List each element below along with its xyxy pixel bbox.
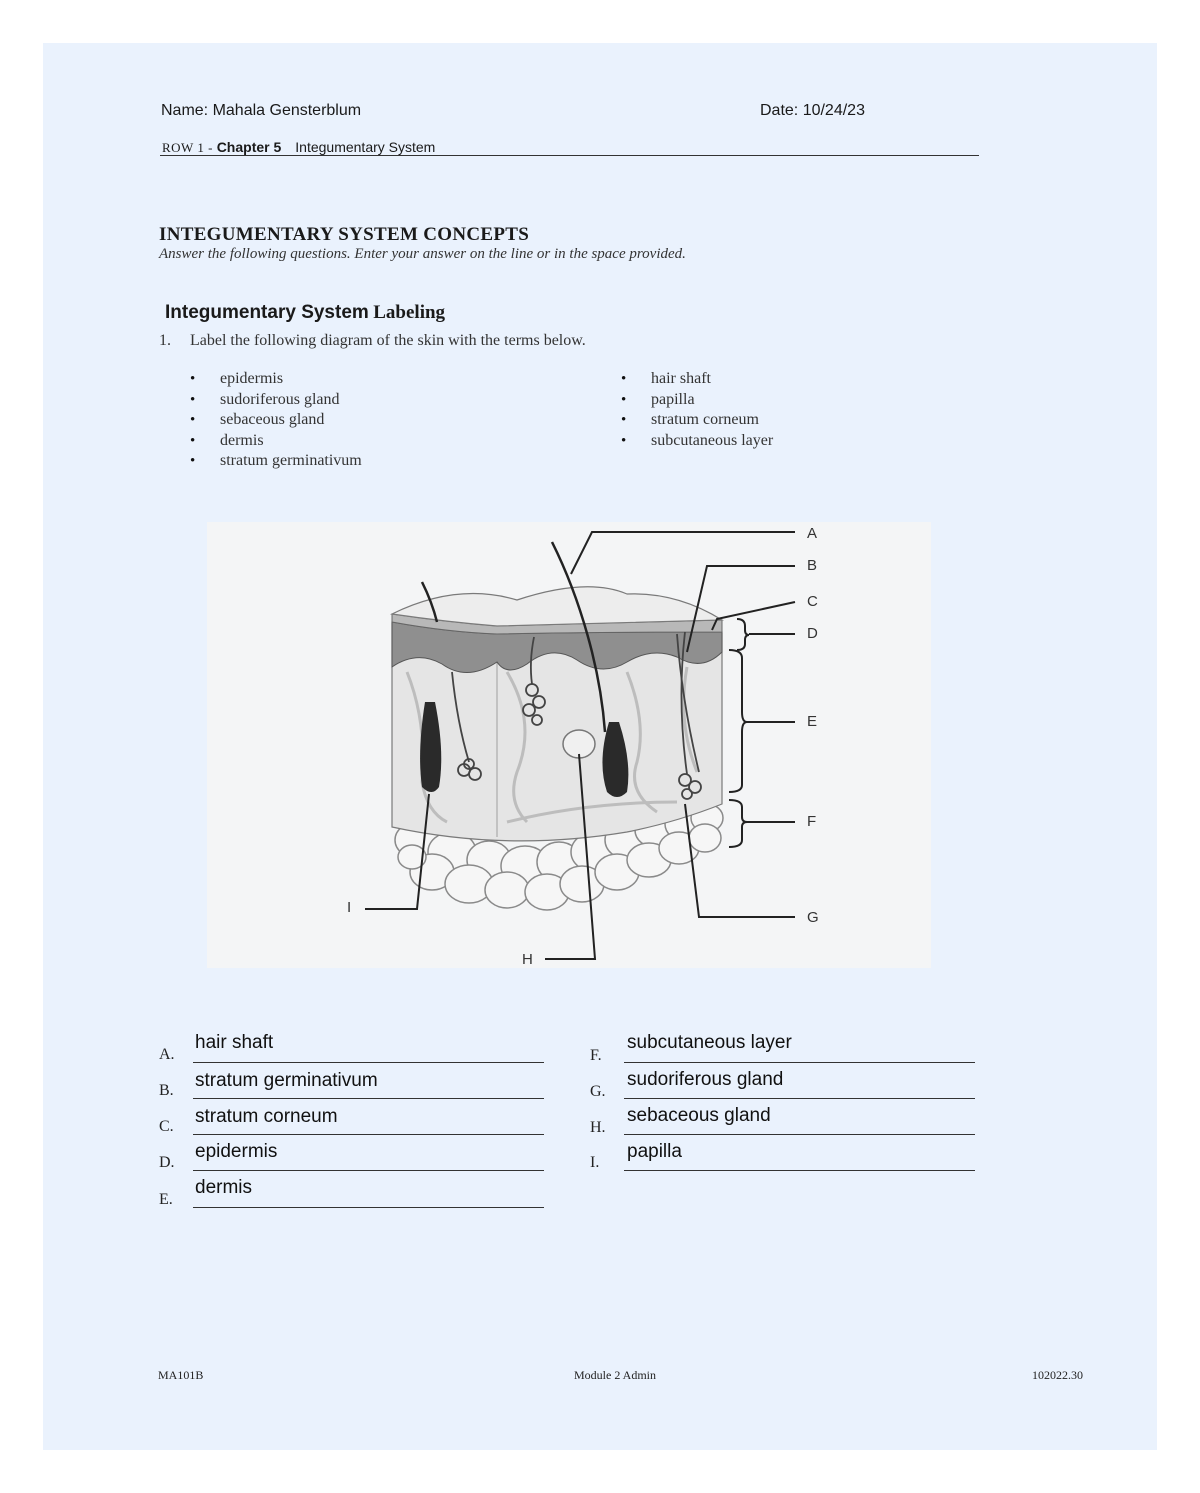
labeling-heading-serif: Labeling (373, 302, 446, 323)
term-item: • sebaceous gland (190, 410, 362, 431)
row-prefix: ROW 1 - (162, 140, 217, 155)
diagram-label-b: B (807, 557, 818, 574)
answer-text[interactable]: subcutaneous layer (627, 1032, 792, 1053)
answer-letter: G. (590, 1083, 606, 1100)
answer-line (193, 1062, 544, 1063)
worksheet-date: Date: 10/24/23 (760, 102, 865, 119)
section-instructions: Answer the following questions. Enter your answer on the line or in the space provided. (159, 246, 686, 262)
answer-line (624, 1062, 975, 1063)
footer-course-code: MA101B (158, 1368, 204, 1382)
answer-letter: D. (159, 1154, 175, 1171)
diagram-label-e: E (807, 713, 818, 730)
answer-text[interactable]: stratum corneum (195, 1106, 338, 1127)
footer-version: 102022.30 (1032, 1368, 1083, 1382)
answer-letter: E. (159, 1191, 173, 1208)
labeling-heading (165, 302, 445, 324)
terms-list-left (190, 369, 362, 472)
term-item: • hair shaft (621, 369, 773, 390)
term-item: • papilla (621, 390, 773, 411)
term-item: • stratum corneum (621, 410, 773, 431)
term-item: • sudoriferous gland (190, 390, 362, 411)
chapter-label: Chapter 5 (216, 139, 282, 155)
section-title: INTEGUMENTARY SYSTEM CONCEPTS (159, 224, 530, 245)
answer-letter: C. (159, 1118, 174, 1135)
diagram-label-h: H (522, 951, 533, 968)
sebaceous-gland-shape (563, 730, 595, 758)
skin-diagram (207, 522, 931, 968)
answer-text[interactable]: sudoriferous gland (627, 1069, 784, 1090)
answer-text[interactable]: epidermis (195, 1141, 278, 1162)
diagram-label-c: C (807, 593, 818, 610)
diagram-label-d: D (807, 625, 818, 642)
answer-letter: I. (590, 1154, 600, 1171)
answer-text[interactable]: sebaceous gland (627, 1105, 771, 1126)
question-number: 1. (159, 332, 171, 349)
term-item: • dermis (190, 431, 362, 452)
diagram-label-f: F (807, 813, 817, 830)
term-item: • epidermis (190, 369, 362, 390)
answer-letter: B. (159, 1082, 174, 1099)
question-text: Label the following diagram of the skin with the terms below. (190, 332, 586, 349)
answer-text[interactable]: hair shaft (195, 1032, 274, 1053)
student-name: Name: Mahala Gensterblum (161, 102, 362, 119)
answer-letter: H. (590, 1119, 606, 1136)
answer-line (193, 1170, 544, 1171)
course-line (162, 139, 435, 156)
term-item: • subcutaneous layer (621, 431, 773, 452)
course-title: Integumentary System (295, 139, 436, 155)
header-rule (160, 155, 979, 156)
answer-letter: F. (590, 1047, 602, 1064)
terms-list-right (621, 369, 773, 451)
answer-text[interactable]: papilla (627, 1141, 682, 1162)
labeling-heading-sans: Integumentary System (165, 302, 369, 323)
answer-letter: A. (159, 1046, 175, 1063)
answer-text[interactable]: stratum germinativum (195, 1070, 378, 1091)
answer-line (624, 1170, 975, 1171)
answer-line (193, 1134, 544, 1135)
diagram-label-a: A (807, 525, 818, 542)
diagram-label-i: I (347, 899, 352, 916)
answer-text[interactable]: dermis (195, 1177, 253, 1198)
footer-module: Module 2 Admin (574, 1368, 657, 1382)
diagram-label-g: G (807, 909, 819, 926)
answer-line (624, 1134, 975, 1135)
answer-line (193, 1207, 544, 1208)
answer-line (193, 1098, 544, 1099)
answer-line (624, 1098, 975, 1099)
term-item: • stratum germinativum (190, 451, 362, 472)
